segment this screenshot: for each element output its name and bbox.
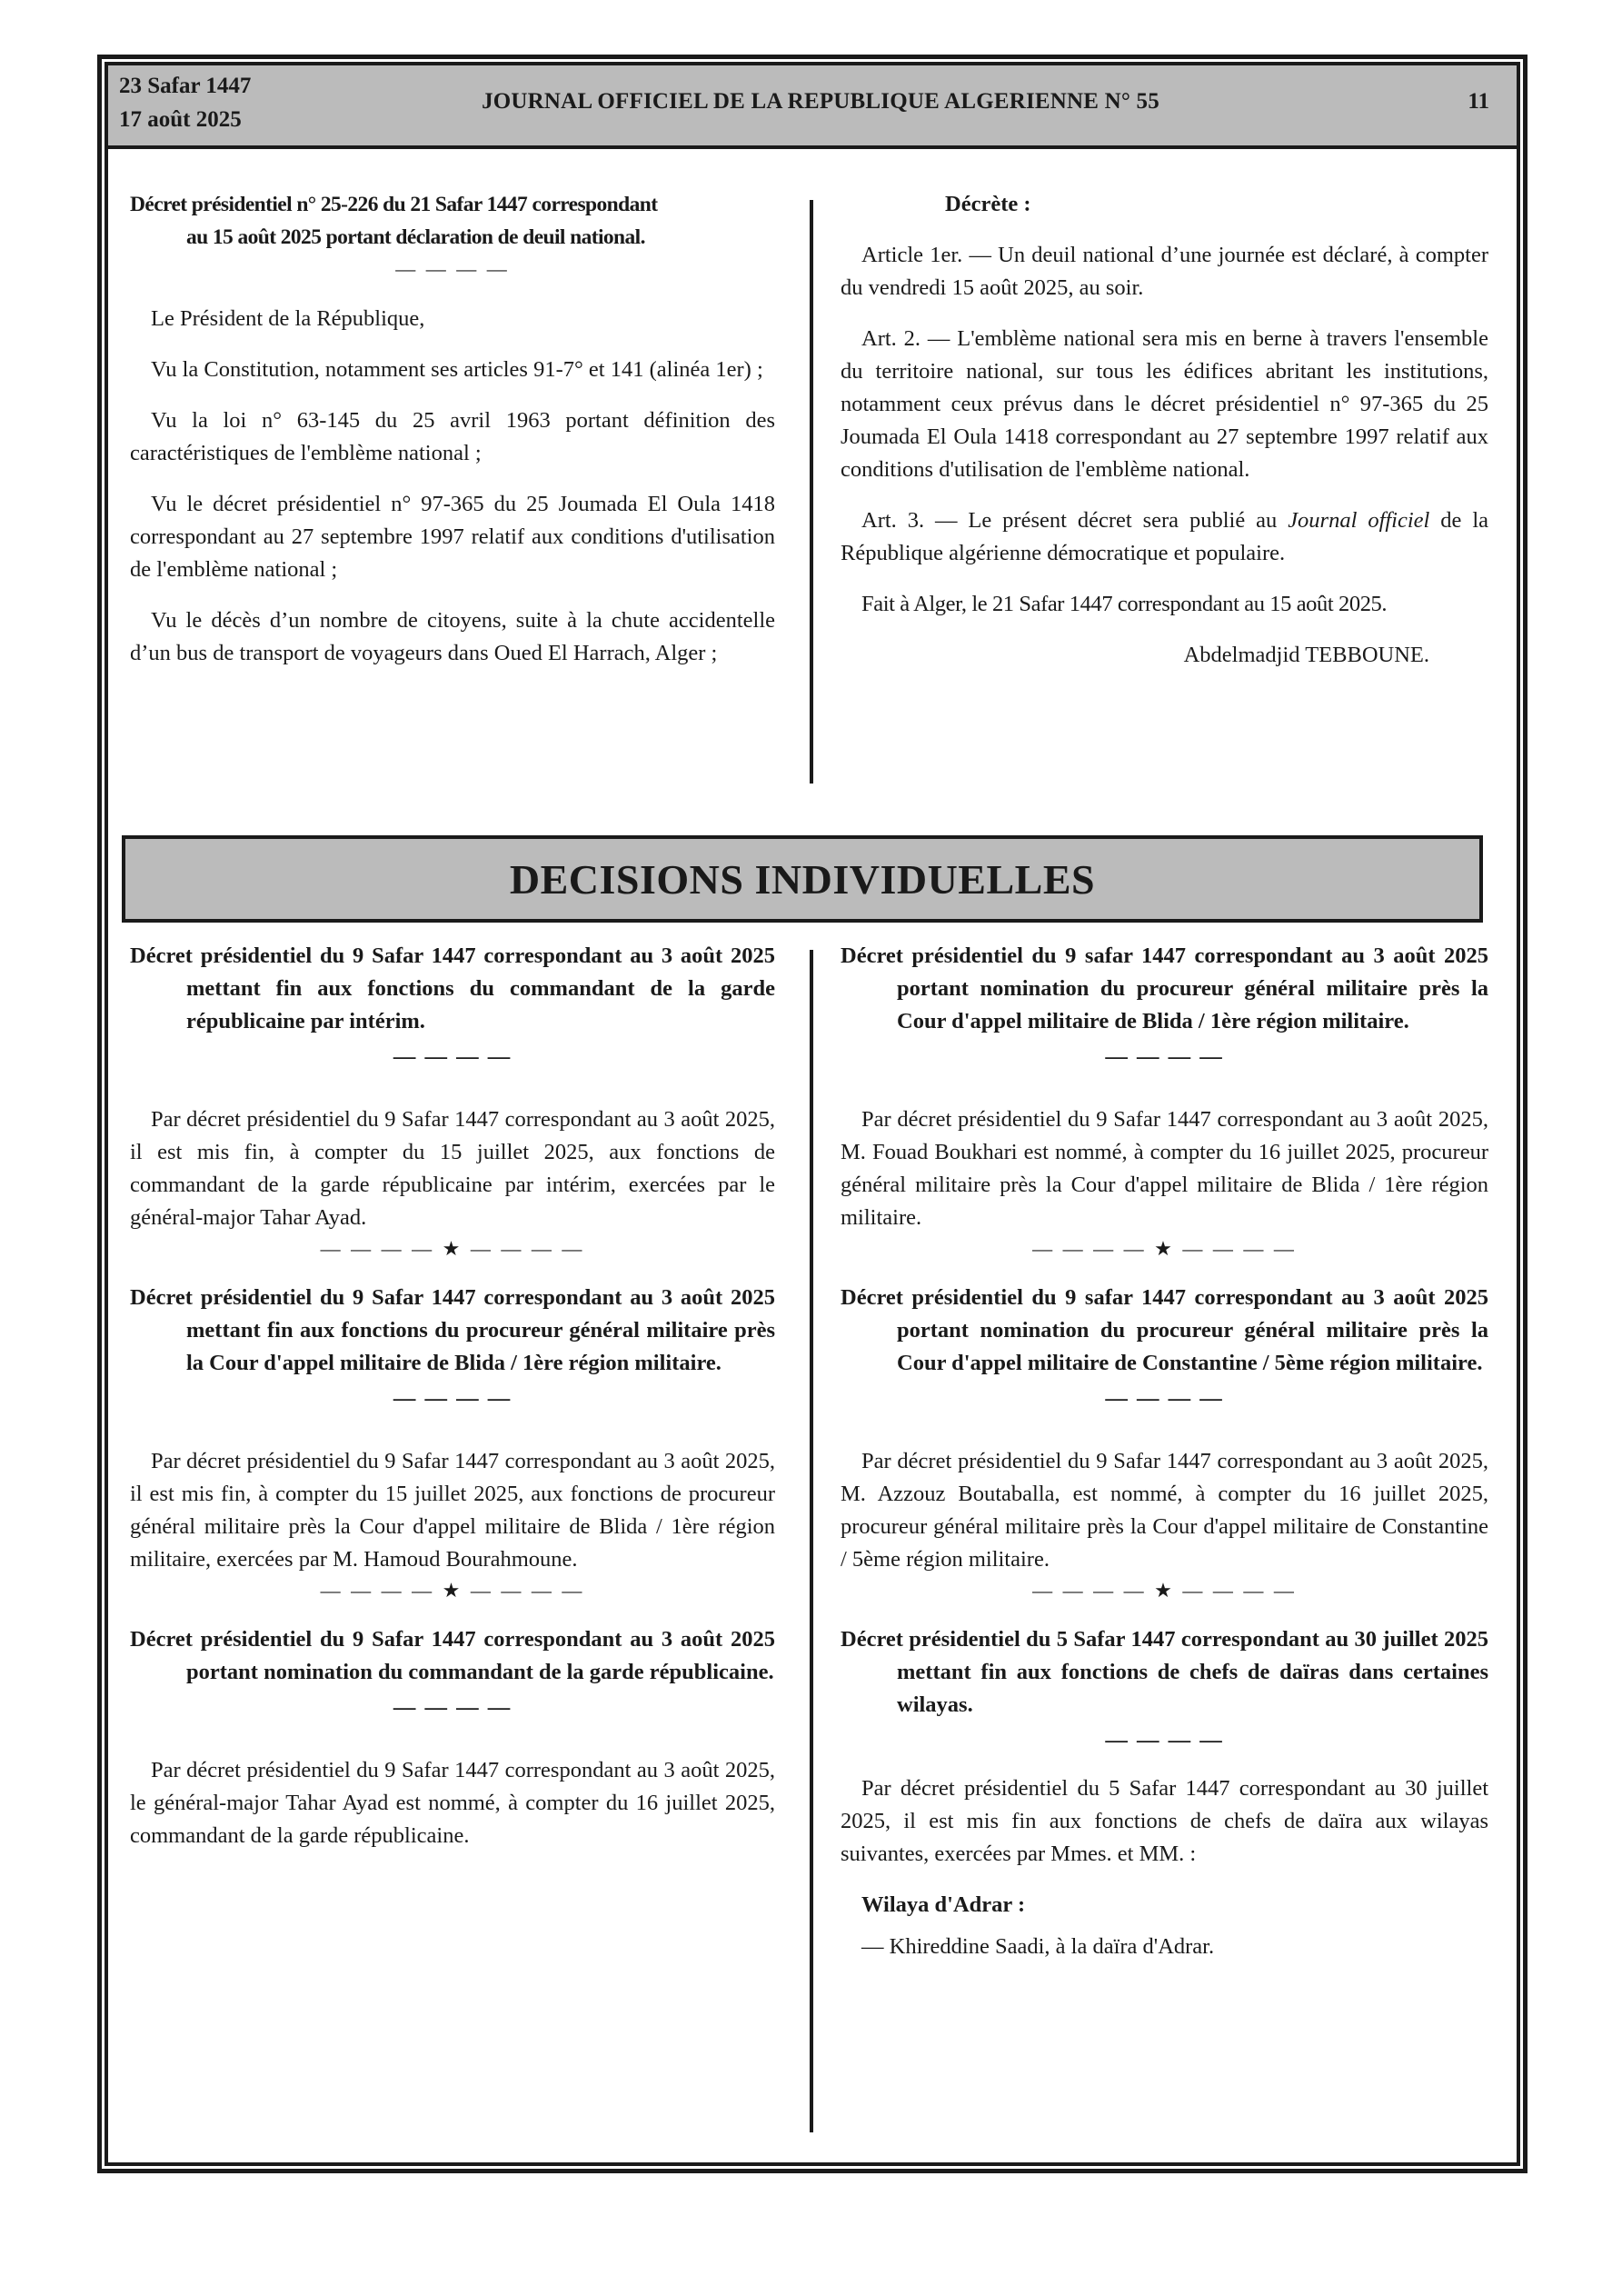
article-2: Art. 2. — L'emblème national sera mis en berne à travers l'ensemble du territoire national, sur tous les édifices abritant les institutions, notamment ceux prévus dans le décret présidentiel n° 97-365 du 25 Joumada El Oula 1418 correspondant au 27 septembre 1997 relatif aux conditions d'utilisation de l'emblème national.: [841, 326, 1488, 482]
decision-body: Par décret présidentiel du 9 Safar 1447 correspondant au 3 août 2025, M. Azzouz Boutaballa, est nommé, à compter du 16 juillet 2025, procureur général militaire près la Cour d'appel militaire de Constantine / 5ème région militaire.: [841, 1449, 1488, 1572]
decree-title-line1: Décret présidentiel n° 25-226 du 21 Safar 1447 correspondant: [130, 193, 658, 216]
decision-separator: — — — —: [1105, 1386, 1224, 1411]
decision-separator: — — — —: [1105, 1728, 1224, 1752]
signature: Abdelmadjid TEBBOUNE.: [1183, 643, 1429, 667]
column-divider-top: [810, 200, 813, 784]
article-3-text-end: de la République algérienne démocratique et populaire.: [841, 508, 1489, 565]
preamble-deces: Vu le décès d’un nombre de citoyens, suite à la chute accidentelle d’un bus de transport de voyageurs dans Oued El Harrach, Alger ;: [130, 608, 775, 665]
article-3-journal-officiel: Journal officiel: [1288, 508, 1430, 533]
star-separator: — — — — ★ — — — —: [320, 1579, 585, 1602]
decision-separator: — — — —: [393, 1695, 512, 1720]
daira-list-item: — Khireddine Saadi, à la daïra d'Adrar.: [861, 1934, 1215, 1959]
header-gregorian-date: 17 août 2025: [119, 107, 242, 132]
decision-body: Par décret présidentiel du 9 Safar 1447 correspondant au 3 août 2025, le général-major Tahar Ayad est nommé, à compter du 16 juillet 2025, commandant de la garde républicaine.: [130, 1758, 775, 1848]
decree-title-line2: au 15 août 2025 portant déclaration de deuil national.: [186, 225, 645, 249]
decision-title: Décret présidentiel du 9 safar 1447 correspondant au 3 août 2025 portant nomination du procureur général militaire près la Cour d'appel militaire de Blida / 1ère région militaire.: [841, 943, 1488, 1033]
article-3: [841, 504, 1488, 570]
decision-title: Décret présidentiel du 9 Safar 1447 correspondant au 3 août 2025 portant nomination du commandant de la garde républicaine.: [130, 1627, 775, 1684]
decisions-left-column: [130, 940, 775, 1852]
decree-main-right-column: [841, 188, 1488, 672]
decision-body: Par décret présidentiel du 9 Safar 1447 correspondant au 3 août 2025, il est mis fin, à compter du 15 juillet 2025, aux fonctions de procureur général militaire près la Cour d'appel militaire de Blida / 1ère région militaire, exercées par M. Hamoud Bourahmoune.: [130, 1449, 775, 1572]
done-at: Fait à Alger, le 21 Safar 1447 correspondant au 15 août 2025.: [861, 592, 1388, 616]
article-1: Article 1er. — Un deuil national d’une journée est déclaré, à compter du vendredi 15 août 2025, au soir.: [841, 243, 1488, 300]
wilaya-heading: Wilaya d'Adrar :: [861, 1892, 1026, 1917]
preamble-constitution: Vu la Constitution, notamment ses articles 91-7° et 141 (alinéa 1er) ;: [151, 357, 763, 382]
column-divider-bottom: [810, 950, 813, 2132]
section-title: DECISIONS INDIVIDUELLES: [509, 855, 1096, 903]
decision-body: Par décret présidentiel du 9 Safar 1447 correspondant au 3 août 2025, M. Fouad Boukhari est nommé, à compter du 16 juillet 2025, procureur général militaire près la Cour d'appel militaire de Blida / 1ère région militaire.: [841, 1107, 1488, 1230]
star-separator: — — — — ★ — — — —: [320, 1237, 585, 1260]
decree-main-left-column: [130, 188, 775, 670]
decision-title: Décret présidentiel du 9 Safar 1447 correspondant au 3 août 2025 mettant fin aux fonctions du commandant de la garde républicaine par intérim.: [130, 943, 775, 1033]
article-3-text: Art. 3. — Le présent décret sera publié au: [861, 508, 1289, 533]
decision-title: Décret présidentiel du 9 safar 1447 correspondant au 3 août 2025 portant nomination du procureur général militaire près la Cour d'appel militaire de Constantine / 5ème région militaire.: [841, 1285, 1488, 1375]
decision-title: Décret présidentiel du 9 Safar 1447 correspondant au 3 août 2025 mettant fin aux fonctions du procureur général militaire près la Cour d'appel militaire de Blida / 1ère région militaire.: [130, 1285, 775, 1375]
decision-body: Par décret présidentiel du 5 Safar 1447 correspondant au 30 juillet 2025, il est mis fin aux fonctions de chefs de daïra aux wilayas suivantes, exercées par Mmes. et MM. :: [841, 1776, 1488, 1866]
decrete-label: Décrète :: [945, 192, 1031, 216]
decision-separator: — — — —: [1105, 1044, 1224, 1069]
running-header: [108, 65, 1517, 149]
section-banner: [122, 835, 1483, 923]
decisions-right-column: [841, 940, 1488, 1963]
decision-title: Décret présidentiel du 5 Safar 1447 correspondant au 30 juillet 2025 mettant fin aux fonctions de chefs de daïras dans certaines wilayas.: [841, 1627, 1488, 1717]
decision-separator: — — — —: [393, 1386, 512, 1411]
page-number: 11: [1468, 89, 1489, 114]
star-separator: — — — — ★ — — — —: [1032, 1237, 1297, 1260]
title-separator: — — — —: [395, 257, 510, 280]
journal-title: JOURNAL OFFICIEL DE LA REPUBLIQUE ALGERIENNE N° 55: [482, 89, 1159, 114]
star-separator: — — — — ★ — — — —: [1032, 1579, 1297, 1602]
decision-separator: — — — —: [393, 1044, 512, 1069]
preamble-law-63-145: Vu la loi n° 63-145 du 25 avril 1963 portant définition des caractéristiques de l'emblème national ;: [130, 408, 775, 465]
decision-body: Par décret présidentiel du 9 Safar 1447 correspondant au 3 août 2025, il est mis fin, à compter du 15 juillet 2025, aux fonctions de commandant de la garde républicaine par intérim, exercées par le général-major Tahar Ayad.: [130, 1107, 775, 1230]
header-hijri-date: 23 Safar 1447: [119, 74, 252, 98]
preamble-president: Le Président de la République,: [151, 306, 425, 331]
preamble-decree-97-365: Vu le décret présidentiel n° 97-365 du 25 Joumada El Oula 1418 correspondant au 27 septembre 1997 relatif aux conditions d'utilisation de l'emblème national ;: [130, 492, 775, 582]
